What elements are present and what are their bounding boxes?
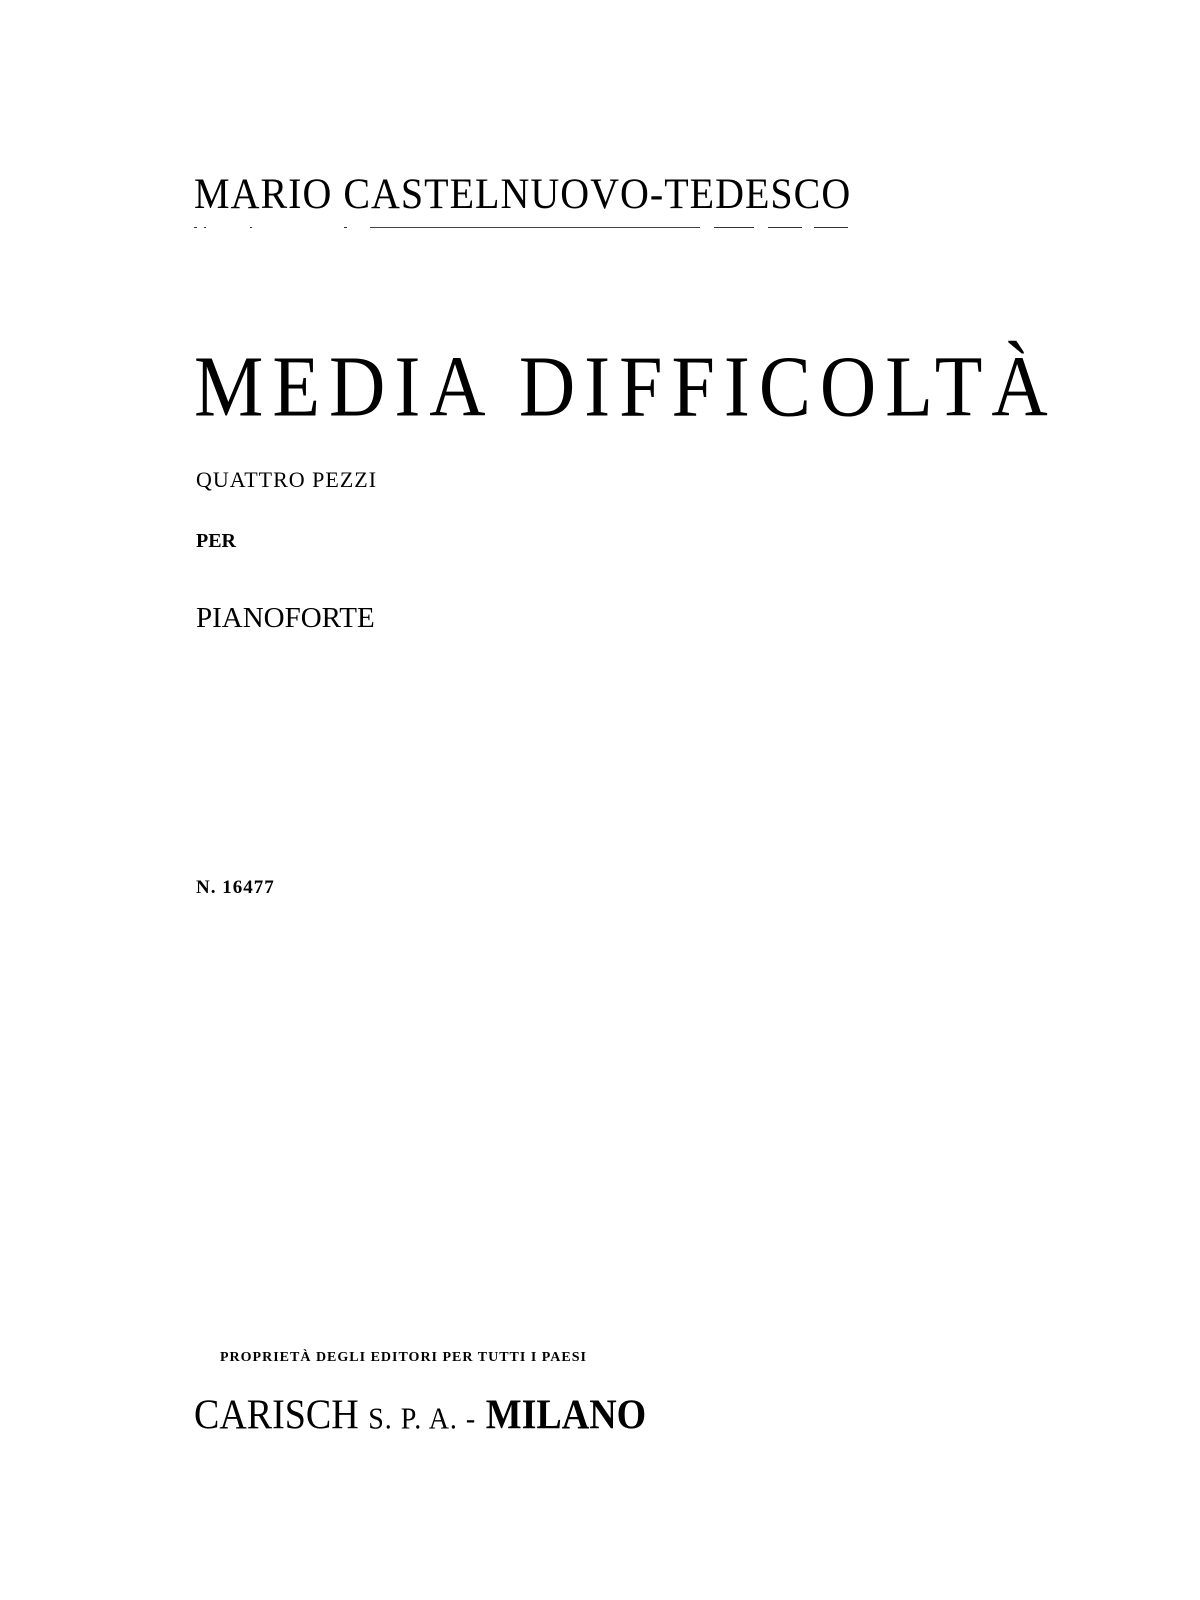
publisher-company-form: S. P. A. - [368, 1402, 477, 1437]
publisher-name: CARISCH [194, 1392, 359, 1439]
dotted-rule [194, 225, 848, 231]
publisher-city: MILANO [485, 1392, 647, 1439]
instrument-name: PIANOFORTE [196, 602, 375, 634]
composer-name: MARIO CASTELNUOVO-TEDESCO [194, 169, 852, 218]
work-subtitle: QUATTRO PEZZI [196, 467, 378, 492]
rights-notice: PROPRIETÀ DEGLI EDITORI PER TUTTI I PAESI [220, 1350, 587, 1365]
publisher-line [194, 1390, 646, 1445]
work-title: MEDIA DIFFICOLTÀ [194, 337, 1057, 435]
preposition-per: PER [196, 530, 236, 552]
catalog-number: N. 16477 [196, 877, 275, 898]
